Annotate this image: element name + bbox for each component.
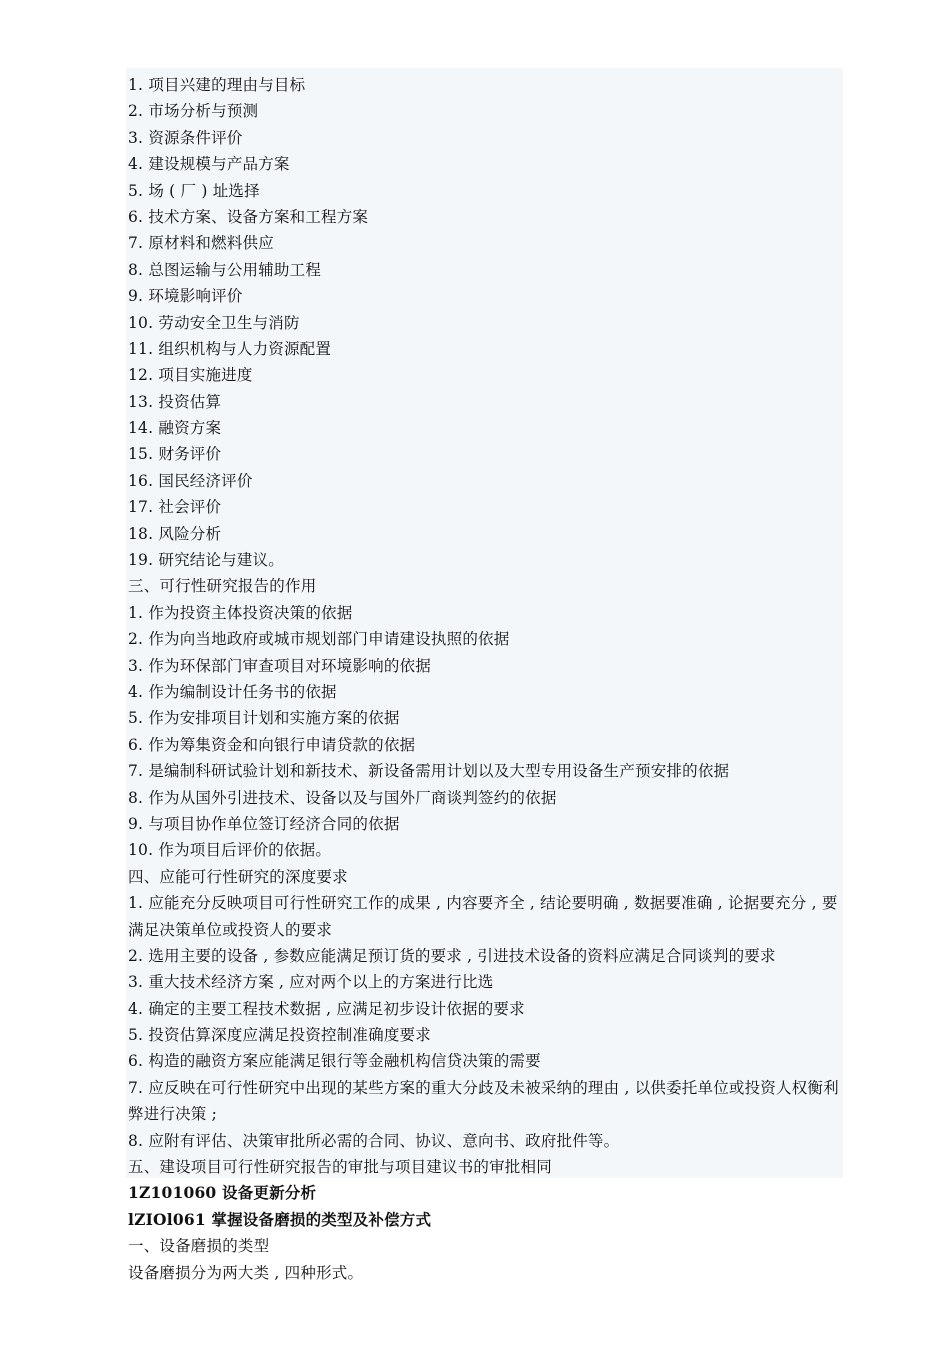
- section3-list: [128, 600, 840, 864]
- list-item: 5. 场 ( 厂 ) 址选择: [128, 181, 260, 200]
- body-text: 设备磨损分为两大类 , 四种形式。: [128, 1263, 364, 1282]
- list-item: 8. 应附有评估、决策审批所必需的合同、协议、意向书、政府批件等。: [128, 1131, 620, 1150]
- list-item: 17. 社会评价: [128, 498, 222, 517]
- list-item: 6. 构造的融资方案应能满足银行等金融机构信贷决策的需要: [128, 1052, 541, 1071]
- list-item: 11. 组织机构与人力资源配置: [128, 339, 332, 358]
- list-item: 10. 作为项目后评价的依据。: [128, 841, 332, 860]
- list-item: 16. 国民经济评价: [128, 471, 253, 490]
- list-item: 19. 研究结论与建议。: [128, 551, 284, 570]
- list-item: 3. 重大技术经济方案 , 应对两个以上的方案进行比选: [128, 973, 494, 992]
- list-item: 5. 投资估算深度应满足投资控制准确度要求: [128, 1026, 431, 1045]
- list-item: 4. 建设规模与产品方案: [128, 155, 290, 174]
- list-item: 2. 市场分析与预测: [128, 102, 259, 121]
- document-body: [128, 72, 840, 1286]
- list-item: 3. 资源条件评价: [128, 128, 243, 147]
- chapter-title: 1Z101060 设备更新分析: [128, 1183, 317, 1203]
- list-item: 1. 应能充分反映项目可行性研究工作的成果 , 内容要齐全 , 结论要明确 , 数据要准确 , 论据要充分 , 要满足决策单位或投资人的要求: [128, 894, 838, 939]
- list-item: 7. 原材料和燃料供应: [128, 234, 274, 253]
- section4-list: [128, 890, 840, 1154]
- list-item: 2. 作为向当地政府或城市规划部门申请建设执照的依据: [128, 630, 510, 649]
- list-item: 9. 与项目协作单位签订经济合同的依据: [128, 814, 400, 833]
- list-item: 15. 财务评价: [128, 445, 222, 464]
- subsection-heading: 一、设备磨损的类型: [128, 1237, 270, 1256]
- list-item: 10. 劳动安全卫生与消防: [128, 313, 300, 332]
- list-item: 2. 选用主要的设备 , 参数应能满足预订货的要求 , 引进技术设备的资料应满足合同谈判的要求: [128, 946, 776, 965]
- list-item: 1. 项目兴建的理由与目标: [128, 76, 306, 94]
- section-heading: 四、应能可行性研究的深度要求: [128, 867, 348, 886]
- chapter-subtitle: lZIOl061 掌握设备磨损的类型及补偿方式: [128, 1209, 432, 1229]
- list-item: 18. 风险分析: [128, 524, 222, 543]
- list-item: 5. 作为安排项目计划和实施方案的依据: [128, 709, 400, 728]
- list-item: 7. 应反映在可行性研究中出现的某些方案的重大分歧及未被采纳的理由 , 以供委托单位或投资人权衡利弊进行决策 ;: [128, 1078, 839, 1124]
- list-item: 8. 作为从国外引进技术、设备以及与国外厂商谈判签约的依据: [128, 788, 557, 807]
- list-item: 6. 技术方案、设备方案和工程方案: [128, 207, 369, 226]
- section-heading: 五、建设项目可行性研究报告的审批与项目建议书的审批相同: [128, 1158, 552, 1177]
- section-heading: 三、可行性研究报告的作用: [128, 577, 317, 596]
- list-item: 4. 确定的主要工程技术数据 , 应满足初步设计依据的要求: [128, 999, 525, 1018]
- list-item: 1. 作为投资主体投资决策的依据: [128, 603, 353, 622]
- list-item: 3. 作为环保部门审查项目对环境影响的依据: [128, 656, 431, 675]
- list-item: 12. 项目实施进度: [128, 366, 253, 385]
- list-item: 4. 作为编制设计任务书的依据: [128, 682, 337, 701]
- list-item: 8. 总图运输与公用辅助工程: [128, 260, 322, 279]
- list-item: 6. 作为筹集资金和向银行申请贷款的依据: [128, 735, 416, 754]
- content-list-a: [128, 72, 840, 573]
- list-item: 7. 是编制科研试验计划和新技术、新设备需用计划以及大型专用设备生产预安排的依据: [128, 762, 730, 781]
- list-item: 9. 环境影响评价: [128, 287, 243, 306]
- list-item: 13. 投资估算: [128, 392, 222, 411]
- list-item: 14. 融资方案: [128, 419, 222, 438]
